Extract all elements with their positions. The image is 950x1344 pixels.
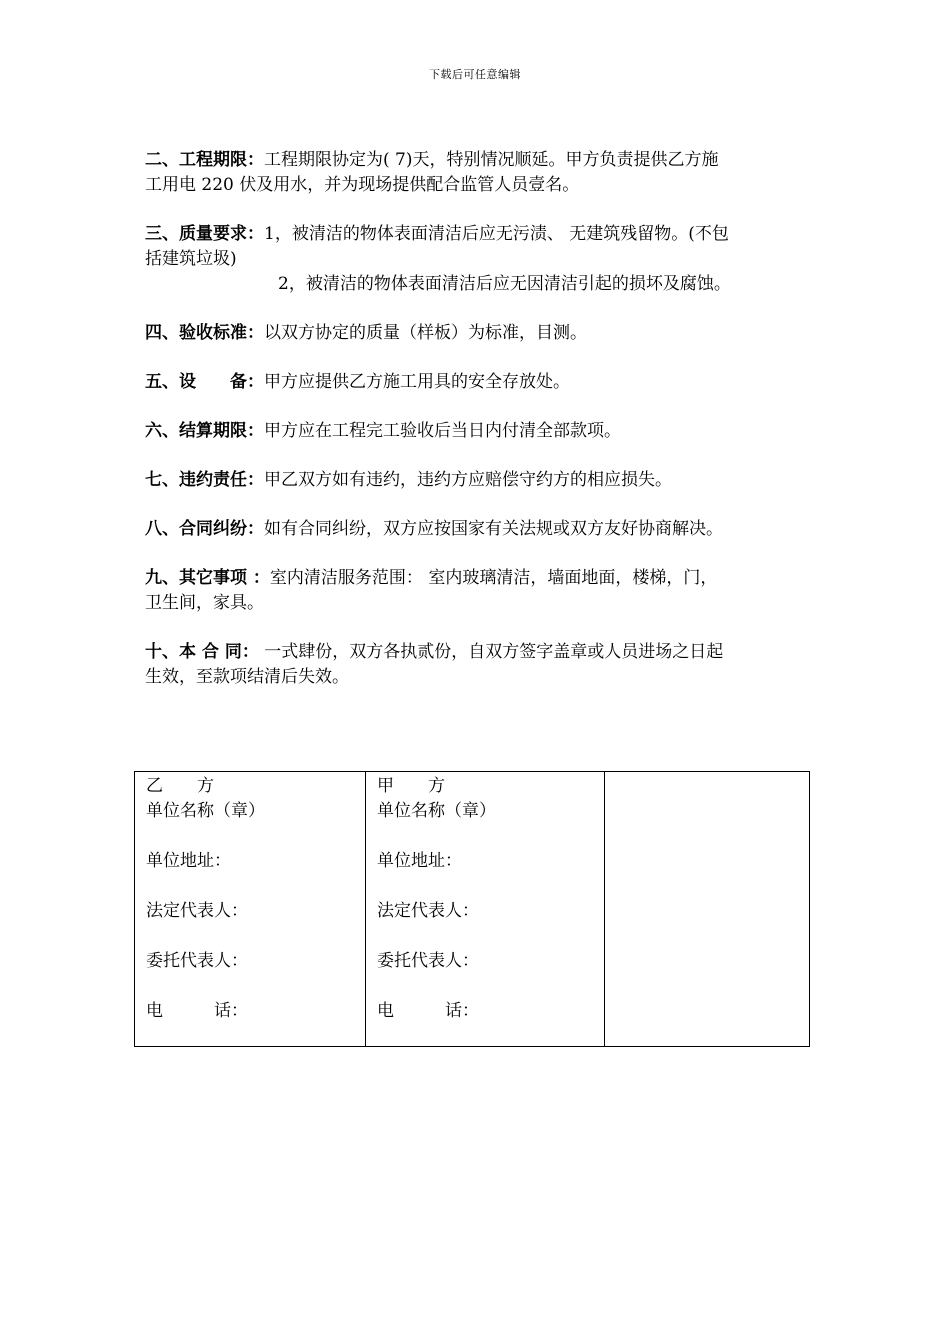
section-text: 2，被清洁的物体表面清洁后应无因清洁引起的损坏及腐蚀。 [278,274,731,294]
party-a-address: 单位地址： [377,851,462,871]
section-text: 一式肆份，双方各执贰份，自双方签字盖章或人员进场之日起 [258,642,724,662]
section-text: 室内清洁服务范围： 室内玻璃清洁，墙面地面，楼梯，门， [269,568,718,588]
section-text: 1，被清洁的物体表面清洁后应无污渍、 无建筑残留物。(不包 [264,224,729,244]
section-label: 二、工程期限： [145,150,264,170]
section-label: 七、违约责任： [145,470,264,490]
party-b-agent: 委托代表人： [146,951,248,971]
empty-cell [605,772,810,1047]
party-a-title: 甲 方 [377,776,445,796]
section-text: 如有合同纠纷，双方应按国家有关法规或双方友好协商解决。 [264,519,723,539]
section-label: 四、验收标准： [145,323,264,343]
party-b-legal-rep: 法定代表人： [146,901,248,921]
party-a-cell [366,772,605,1047]
party-a-legal-rep: 法定代表人： [377,901,479,921]
party-a-agent: 委托代表人： [377,951,479,971]
party-b-address: 单位地址： [146,851,231,871]
section-text: 甲方应提供乙方施工用具的安全存放处。 [264,372,570,392]
section-label: 八、合同纠纷： [145,519,264,539]
section-label: 五、设 备： [145,372,264,392]
section-text: 括建筑垃圾) [145,249,237,269]
section-9 [145,566,810,616]
page-header: 下载后可任意编辑 [429,68,521,81]
section-text: 卫生间，家具。 [145,593,264,613]
section-label: 三、质量要求： [145,224,264,244]
section-text: 甲方应在工程完工验收后当日内付清全部款项。 [264,421,621,441]
section-text: 以双方协定的质量（样板）为标准，目测。 [264,323,587,343]
party-b-unit-name: 单位名称（章） [146,801,265,821]
section-text: 工程期限协定为( 7)天，特别情况顺延。甲方负责提供乙方施 [264,150,719,170]
party-b-cell [135,772,366,1047]
section-8 [145,517,810,542]
section-10 [145,640,810,690]
section-4 [145,321,810,346]
section-label: 十、本 合 同： [145,642,259,662]
section-text: 生效，至款项结清后失效。 [145,667,349,687]
party-a-unit-name: 单位名称（章） [377,801,496,821]
section-6 [145,419,810,444]
party-b-phone: 电 话： [146,1001,248,1021]
section-label: 九、其它事项 ： [145,568,270,588]
section-7 [145,468,810,493]
section-3 [145,222,810,297]
party-b-title: 乙 方 [146,776,214,796]
section-5 [145,370,810,395]
contract-body [145,148,810,714]
signature-table [134,771,810,1047]
section-2 [145,148,810,198]
party-a-phone: 电 话： [377,1001,479,1021]
section-text: 工用电 220 伏及用水，并为现场提供配合监管人员壹名。 [145,175,580,195]
section-text: 甲乙双方如有违约，违约方应赔偿守约方的相应损失。 [264,470,672,490]
section-label: 六、结算期限： [145,421,264,441]
